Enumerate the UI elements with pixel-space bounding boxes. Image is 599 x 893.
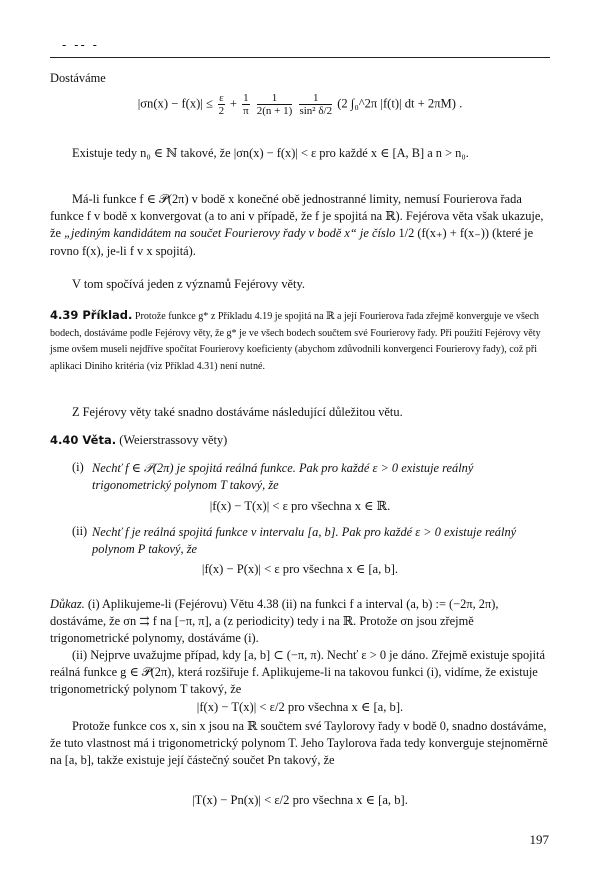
theorem-name: (Weierstrassovy věty) [119,433,228,447]
proof-label: Důkaz. [50,597,85,611]
paragraph-existence: Existuje tedy n₀ ∈ ℕ takové, že |σn(x) − f(x)| < ε pro každé x ∈ [A, B] a n > n₀. [72,146,469,160]
intro-text: Dostáváme [50,71,106,85]
fraction-eps-2: $\frac{\varepsilon}{2}$ [218,92,225,117]
header-rule [50,57,550,58]
proof-part-i: Důkaz. (i) Aplikujeme-li (Fejérovu) Větu 4.38 (ii) na funkci f a interval (a, b) := (−2π, 2π), dostáváme, že σn ⇉ f na [−π, π], a (z periodicity) tedy i na ℝ. Protože σn jsou zřejmě trigonometrické polynomy, dostáváme (i). [50,597,499,646]
example-text: Protože funkce g* z Příkladu 4.19 je spojitá na ℝ a její Fourierova řada zřejmě konverguje ve všech bodech, dostáváme podle Fejérovy věty, že g* je ve všech bodech součtem své Fourierovy řady. Při použití Fejérovy věty jsme ovšem museli nejdříve spočítat Fourierovy koeficienty (abychom zdůvodnili konvergenci Fourierovy řady), což při aplikaci Diniho kritéria (viz Příklad 4.31) není nutné. [50,311,541,372]
example-4-39 [50,307,550,375]
proof-equation-T: |f(x) − T(x)| < ε/2 pro všechna x ∈ [a, b]. [196,700,404,714]
theorem-item-i-label: (i) [72,460,84,474]
theorem-ii-equation: |f(x) − P(x)| < ε pro všechna x ∈ [a, b]. [201,562,399,576]
page-number: 197 [529,832,549,847]
paragraph-transition: Z Fejérovy věty také snadno dostáváme následující důležitou větu. [72,405,403,419]
fraction-1-2n1: $\frac{1}{2(n + 1)}$ [256,92,293,117]
proof-equation-Pn: |T(x) − Pn(x)| < ε/2 pro všechna x ∈ [a, b]. [192,793,408,807]
theorem-item-i: Nechť f ∈ 𝒫(2π) je spojitá reálná funkce. Pak pro každé ε > 0 existuje reálný trigonometrický polynom T takový, že [92,461,474,493]
theorem-item-ii-label: (ii) [72,524,88,538]
theorem-i-equation: |f(x) − T(x)| < ε pro všechna x ∈ ℝ. [209,499,391,513]
theorem-item-ii: Nechť f je reálná spojitá funkce v intervalu [a, b]. Pak pro každé ε > 0 existuje reálný polynom P takový, že [92,525,517,557]
theorem-label: 4.40 Věta. [50,433,117,447]
fraction-1-sin: $\frac{1}{\text{sin² δ/2}}$ [299,92,333,117]
paragraph-fejer-remark: Má-li funkce f ∈ 𝒫(2π) v bodě x konečné obě jednostranné limity, nemusí Fourierova řada funkce f v bodě x konvergovat (a to ani v případě, že f je spojitá na ℝ). Fejérova věta však ukazuje, že „jediným kandidátem na součet Fourierovy řady v bodě x“ je číslo 1/2 (f(x₊) + f(x₋)) (které je rovno f(x), je-li f v x spojitá). [50,192,544,258]
theorem-heading [50,432,550,449]
eq-lhs: |σn(x) − f(x)| ≤ [137,96,217,111]
display-equation-bound: |σn(x) − f(x)| ≤ $\frac{\varepsilon}{2}$ + $\frac{1}{\pi}$ $\frac{1}{2(n + 1)}$ $\frac{1}{\text{sin² δ/2}}$ (2 ∫₀^2π |f(t)| dt + 2πM) . [137,92,463,117]
proof-part-ii: (ii) Nejprve uvažujme případ, kdy [a, b] ⊂ (−π, π). Nechť ε > 0 je dáno. Zřejmě existuje spojitá reálná funkce g ∈ 𝒫(2π), která rozšiřuje f. Aplikujeme-li na takovou funkci (i), vidíme, že existuje trigonometrický polynom T takový, že [50,648,545,697]
paragraph-significance: V tom spočívá jeden z významů Fejérovy věty. [72,277,305,291]
proof-taylor-paragraph: Protože funkce cos x, sin x jsou na ℝ součtem své Taylorovy řady v bodě 0, snadno dostáváme, že tuto vlastnost má i trigonometrický polynom T. Jeho Taylorova řada tedy konverguje stejnoměrně na [a, b], takže existuje její částečný součet Pn takový, že [50,719,548,768]
fraction-1-pi: $\frac{1}{\pi}$ [243,92,249,117]
running-header: - -- - [62,38,99,52]
example-label: 4.39 Příklad. [50,308,133,322]
eq-parenthesis: (2 ∫₀^2π |f(t)| dt + 2πM) . [337,96,463,111]
